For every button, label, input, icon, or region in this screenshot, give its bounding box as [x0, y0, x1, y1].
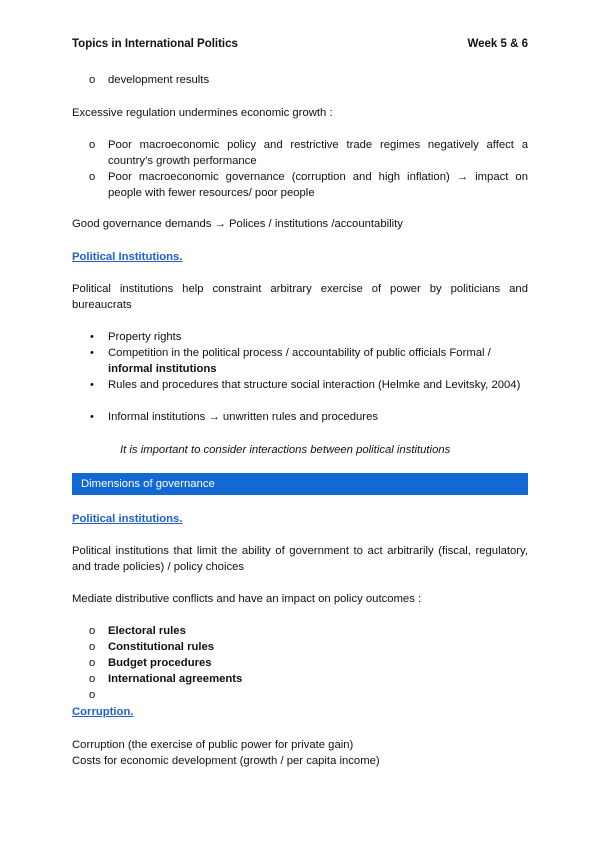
list-item-text: development results — [108, 74, 210, 86]
bullet-marker: o — [89, 673, 96, 685]
banner-title: Dimensions of governance — [81, 478, 215, 490]
list-item — [72, 169, 528, 201]
bullet-marker: o — [89, 171, 96, 183]
paragraph: Political institutions that limit the ability of government to act arbitrarily (fiscal, regulatory, and trade policies) / policy choices — [72, 545, 528, 573]
list-item-text: Poor macroeconomic policy and restrictive trade regimes negatively affect a country’s growth performance — [108, 139, 528, 167]
bullet-marker: o — [89, 74, 96, 86]
list-item-text: Budget procedures — [108, 657, 212, 669]
bullet-marker: o — [89, 641, 96, 653]
bullet-marker: • — [90, 331, 94, 343]
list-item-text: Informal institutions → unwritten rules and procedures — [108, 411, 379, 423]
list-item-text: Electoral rules — [108, 625, 186, 637]
bullet-marker: o — [89, 657, 96, 669]
paragraph: Mediate distributive conflicts and have an impact on policy outcomes : — [72, 593, 422, 605]
bullet-marker: • — [90, 411, 94, 423]
paragraph: Costs for economic development (growth / per capita income) — [72, 755, 380, 767]
list-item-text: Competition in the political process / accountability of public officials Formal / — [108, 347, 491, 359]
bullet-marker: • — [90, 347, 94, 359]
list-item-text: Rules and procedures that structure social interaction (Helmke and Levitsky, 2004) — [108, 379, 521, 391]
section-link-corruption[interactable]: Corruption. — [72, 706, 134, 718]
section-link-political-institutions-2[interactable]: Political institutions. — [72, 513, 183, 525]
list-item-text-continued: informal institutions — [108, 363, 217, 375]
bullet-marker: o — [89, 625, 96, 637]
list-item-text: Constitutional rules — [108, 641, 215, 653]
week-label: Week 5 & 6 — [467, 38, 528, 50]
section-link-political-institutions[interactable]: Political Institutions. — [72, 251, 183, 263]
course-title: Topics in International Politics — [72, 38, 238, 50]
list-item — [72, 137, 528, 169]
list-item-text: Poor macroeconomic governance (corruption and high inflation) → impact on people with fewer resources/ poor people — [108, 171, 528, 199]
section-heading: Excessive regulation undermines economic growth : — [72, 107, 333, 119]
paragraph: Corruption (the exercise of public power for private gain) — [72, 739, 354, 751]
paragraph: Political institutions help constraint arbitrary exercise of power by politicians and bureaucrats — [72, 283, 528, 311]
list-item — [72, 377, 528, 409]
bullet-marker: o — [89, 139, 96, 151]
bullet-marker: • — [90, 379, 94, 391]
list-item-text: International agreements — [108, 673, 243, 685]
section-banner — [72, 473, 528, 495]
paragraph: Good governance demands → Polices / institutions /accountability — [72, 218, 403, 230]
list-item-text: Property rights — [108, 331, 182, 343]
bullet-marker: o — [89, 689, 96, 701]
emphasis-note: It is important to consider interactions between political institutions — [120, 444, 451, 456]
